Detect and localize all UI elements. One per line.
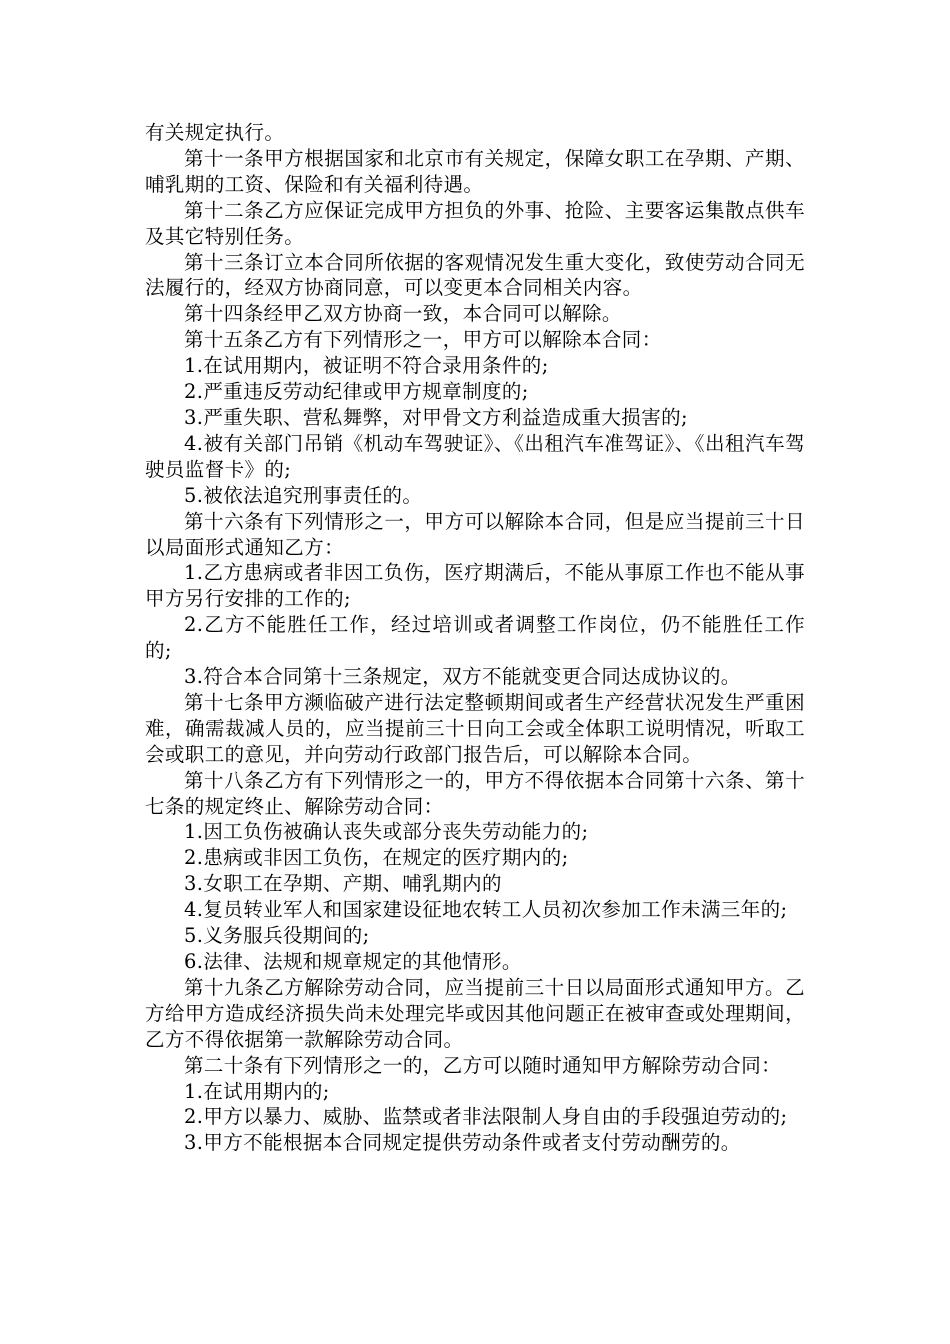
- article-19: 第十九条乙方解除劳动合同，应当提前三十日以局面形式通知甲方。乙方给甲方造成经济损失尚未处理完毕或因其他问题正在被审查或处理期间，乙方不得依据第一款解除劳动合同。: [145, 975, 805, 1051]
- article-14: 第十四条经甲乙双方协商一致，本合同可以解除。: [184, 302, 622, 326]
- article-20-item-1: 1.在试用期内的;: [184, 1079, 330, 1103]
- article-16-item-1: 1.乙方患病或者非因工负伤，医疗期满后，不能从事原工作也不能从事甲方另行安排的工作的;: [145, 561, 805, 611]
- article-15-item-2: 2.严重违反劳动纪律或甲方规章制度的;: [184, 380, 529, 404]
- article-16: 第十六条有下列情形之一，甲方可以解除本合同，但是应当提前三十日以局面形式通知乙方：: [145, 509, 805, 559]
- article-11: 第十一条甲方根据国家和北京市有关规定，保障女职工在孕期、产期、哺乳期的工资、保险和有关福利待遇。: [145, 146, 805, 196]
- article-16-item-3: 3.符合本合同第十三条规定，双方不能就变更合同达成协议的。: [184, 665, 741, 689]
- article-18-item-5: 5.义务服兵役期间的;: [184, 924, 370, 948]
- article-15-item-3: 3.严重失职、营私舞弊，对甲骨文方利益造成重大损害的;: [184, 405, 688, 429]
- article-18: 第十八条乙方有下列情形之一的，甲方不得依据本合同第十六条、第十七条的规定终止、解除劳动合同：: [145, 768, 805, 818]
- article-17: 第十七条甲方濒临破产进行法定整顿期间或者生产经营状况发生严重困难，确需裁减人员的，应当提前三十日向工会或全体职工说明情况，听取工会或职工的意见，并向劳动行政部门报告后，可以解除本合同。: [145, 690, 805, 766]
- article-20-item-2: 2.甲方以暴力、威胁、监禁或者非法限制人身自由的手段强迫劳动的;: [184, 1105, 788, 1129]
- article-12: 第十二条乙方应保证完成甲方担负的外事、抢险、主要客运集散点供车及其它特别任务。: [145, 198, 805, 248]
- article-18-item-1: 1.因工负伤被确认丧失或部分丧失劳动能力的;: [184, 820, 589, 844]
- article-20-item-3: 3.甲方不能根据本合同规定提供劳动条件或者支付劳动酬劳的。: [184, 1131, 741, 1155]
- article-15: 第十五条乙方有下列情形之一，甲方可以解除本合同：: [184, 328, 662, 352]
- article-16-item-2: 2.乙方不能胜任工作，经过培训或者调整工作岗位，仍不能胜任工作的;: [145, 613, 805, 663]
- article-15-item-5: 5.被依法追究刑事责任的。: [184, 483, 423, 507]
- article-18-item-2: 2.患病或非因工负伤，在规定的医疗期内的;: [184, 846, 569, 870]
- article-18-item-6: 6.法律、法规和规章规定的其他情形。: [184, 950, 522, 973]
- contract-body: [145, 120, 805, 1156]
- article-20: 第二十条有下列情形之一的，乙方可以随时通知甲方解除劳动合同：: [184, 1053, 782, 1077]
- article-15-item-4: 4.被有关部门吊销《机动车驾驶证》、《出租汽车准驾证》、《出租汽车驾驶员监督卡》的;: [145, 431, 805, 481]
- article-15-item-1: 1.在试用期内，被证明不符合录用条件的;: [184, 354, 549, 378]
- article-18-item-4: 4.复员转业军人和国家建设征地农转工人员初次参加工作未满三年的;: [184, 898, 788, 922]
- article-13: 第十三条订立本合同所依据的客观情况发生重大变化，致使劳动合同无法履行的，经双方协商同意，可以变更本合同相关内容。: [145, 250, 805, 300]
- paragraph-continuation: 有关规定执行。: [145, 121, 285, 144]
- article-18-item-3: 3.女职工在孕期、产期、哺乳期内的: [184, 872, 502, 896]
